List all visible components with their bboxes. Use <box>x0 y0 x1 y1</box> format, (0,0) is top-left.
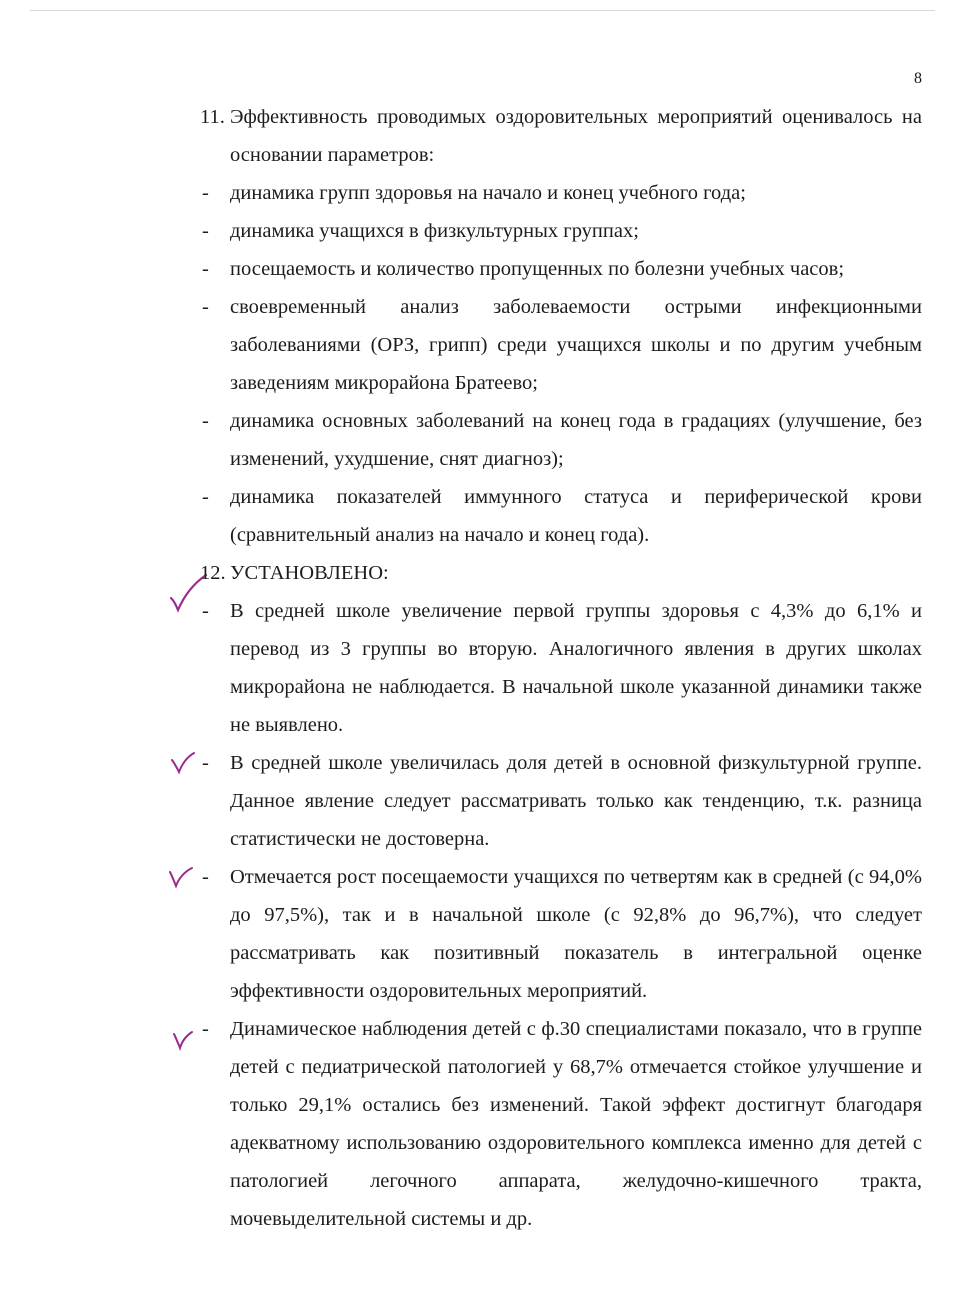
list-item-text: посещаемость и количество пропущенных по болезни учебных часов; <box>230 258 845 280</box>
check-mark-icon <box>170 750 196 776</box>
check-mark-icon <box>172 1028 194 1052</box>
list-item-text: Отмечается рост посещаемости учащихся по четвертям как в средней (с 94,0% до 97,5%), так и в начальной школе (с 92,8% до 96,7%), что следует рассматривать как позитивный показатель в интегральной оценке эффективности оздоровительных мероприятий. <box>230 866 922 1002</box>
section-number: 11. <box>200 106 225 128</box>
list-item-text: динамика показателей иммунного статуса и периферической крови (сравнительный анализ на начало и конец года). <box>230 486 922 546</box>
document-body <box>200 98 922 1238</box>
check-mark-icon <box>168 864 194 890</box>
list-item: - своевременный анализ заболеваемости острыми инфекционными заболеваниями (ОРЗ, грипп) среди учащихся школы и по другим учебным заведениям микрорайона Братеево; <box>202 296 922 394</box>
list-item-text: В средней школе увеличилась доля детей в основной физкультурной группе. Данное явление следует рассматривать только как тенденцию, т.к. разница статистически не достоверна. <box>230 752 922 850</box>
list-item: - В средней школе увеличилась доля детей в основной физкультурной группе. Данное явление следует рассматривать только как тенденцию, т.к. разница статистически не достоверна. <box>202 752 922 850</box>
list-item-text: динамика групп здоровья на начало и конец учебного года; <box>230 182 746 204</box>
list-item: - динамика учащихся в физкультурных группах; <box>202 220 639 242</box>
page-number: 8 <box>914 70 922 87</box>
list-item-text: динамика учащихся в физкультурных группах; <box>230 220 639 242</box>
section-12-heading <box>200 554 922 592</box>
list-item-text: В средней школе увеличение первой группы здоровья с 4,3% до 6,1% и перевод из 3 группы во вторую. Аналогичного явления в других школах микрорайона не наблюдается. В начальной школе указанной динамики также не выявлено. <box>230 600 922 736</box>
list-item-text: своевременный анализ заболеваемости острыми инфекционными заболеваниями (ОРЗ, грипп) среди учащихся школы и по другим учебным заведениям микрорайона Братеево; <box>230 296 922 394</box>
list-item-text: Динамическое наблюдения детей с ф.30 специалистами показало, что в группе детей с педиатрической патологией у 68,7% отмечается стойкое улучшение и только 29,1% остались без изменений. Такой эффект достигнут благодаря адекватному использованию оздоровительного комплекса именно для детей с патологией легочного аппарата, желудочно-кишечного тракта, мочевыделительной системы и др. <box>230 1018 922 1230</box>
section-heading-text: Эффективность проводимых оздоровительных мероприятий оценивалось на основании параметров: <box>230 106 922 166</box>
section-heading-text: УСТАНОВЛЕНО: <box>230 562 389 584</box>
list-item: - В средней школе увеличение первой группы здоровья с 4,3% до 6,1% и перевод из 3 группы во вторую. Аналогичного явления в других школах микрорайона не наблюдается. В начальной школе указанной динамики также не выявлено. <box>202 600 922 736</box>
scan-top-edge <box>30 10 935 11</box>
list-item: - посещаемость и количество пропущенных по болезни учебных часов; <box>202 258 845 280</box>
list-item: - Отмечается рост посещаемости учащихся по четвертям как в средней (с 94,0% до 97,5%), так и в начальной школе (с 92,8% до 96,7%), что следует рассматривать как позитивный показатель в интегральной оценке эффективности оздоровительных мероприятий. <box>202 866 922 1002</box>
list-item: - динамика групп здоровья на начало и конец учебного года; <box>202 182 746 204</box>
list-item: - динамика показателей иммунного статуса и периферической крови (сравнительный анализ на начало и конец года). <box>202 486 922 546</box>
list-item: - Динамическое наблюдения детей с ф.30 специалистами показало, что в группе детей с педиатрической патологией у 68,7% отмечается стойкое улучшение и только 29,1% остались без изменений. Такой эффект достигнут благодаря адекватному использованию оздоровительного комплекса именно для детей с патологией легочного аппарата, желудочно-кишечного тракта, мочевыделительной системы и др. <box>202 1018 922 1230</box>
section-11-heading <box>200 98 922 174</box>
list-item: - динамика основных заболеваний на конец года в градациях (улучшение, без изменений, ухудшение, снят диагноз); <box>202 410 922 470</box>
list-item-text: динамика основных заболеваний на конец года в градациях (улучшение, без изменений, ухудшение, снят диагноз); <box>230 410 922 470</box>
section-number: 12. <box>200 562 226 584</box>
